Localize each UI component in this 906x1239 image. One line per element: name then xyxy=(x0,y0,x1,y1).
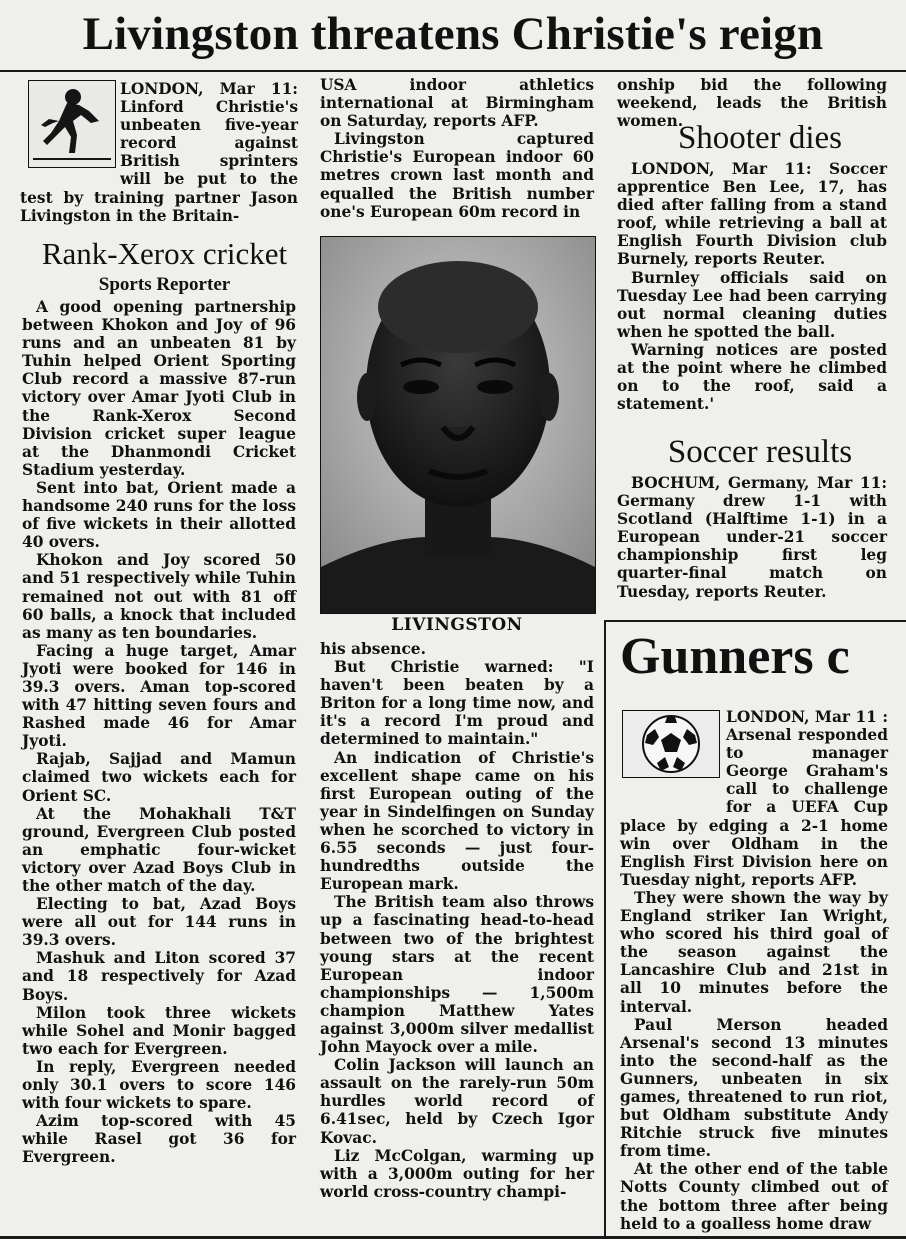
rank-xerox-p9: Milon took three wickets while Sohel and Monir bagged two each for Evergreen. xyxy=(22,1003,296,1058)
soccer-results-body xyxy=(617,474,887,601)
gunners-p4: At the other end of the table Notts County climbed out of the bottom three after being held to a goalless home draw xyxy=(620,1160,888,1233)
christie-col3-top-text: onship bid the following weekend, leads the British women. xyxy=(617,76,887,131)
shooter-body xyxy=(617,160,887,413)
headline-rule xyxy=(0,70,906,72)
gunners-p2: They were shown the way by England striker Ian Wright, who scored his third goal of the season against the Lancashire Club and 21st in all 10 minutes before the interval. xyxy=(620,888,888,1016)
gunners-body xyxy=(620,708,888,1233)
shooter-p2: Burnley officials said on Tuesday Lee had been carrying out normal cleaning duties when he spotted the ball. xyxy=(617,268,887,341)
gunners-p3: Paul Merson headed Arsenal's second 13 minutes into the second-half as the Gunners, unbeaten in six games, threatened to run riot, but Oldham substitute Andy Ritchie struck five minutes from time. xyxy=(620,1015,888,1161)
christie-col2-top xyxy=(320,76,594,221)
rank-xerox-p1: A good opening partnership between Khokon and Joy of 96 runs and an unbeaten 81 by Tuhin helped Orient Sporting Club record a massive 87-run victory over Amar Jyoti Club in the Rank-Xerox Second Division cricket super league at the Dhanmondi Cricket Stadium yesterday. xyxy=(22,298,296,479)
rank-xerox-p8: Mashuk and Liton scored 37 and 18 respectively for Azad Boys. xyxy=(22,949,296,1004)
sprinter-icon xyxy=(28,80,116,168)
christie-col2-p2: Livingston captured Christie's European indoor 60 metres crown last month and equalled the British number one's European 60m record in xyxy=(320,130,594,221)
rank-xerox-p7: Electing to bat, Azad Boys were all out for 144 runs in 39.3 overs. xyxy=(22,895,296,950)
rank-xerox-p11: Azim top-scored with 45 while Rasel got 36 for Evergreen. xyxy=(22,1112,296,1167)
gunners-headline: Gunners c xyxy=(620,628,850,685)
photo-caption: LIVINGSTON xyxy=(391,615,523,635)
christie-cont-p2: An indication of Christie's excellent shape came on his first European outing of the year in Sindelfingen on Sunday when he scorched to victory in 6.55 seconds — just four-hundredths outside the European mark. xyxy=(320,748,594,894)
rank-xerox-p5: Rajab, Sajjad and Mamun claimed two wickets each for Orient SC. xyxy=(22,750,296,805)
rank-xerox-body xyxy=(22,298,296,1167)
main-headline: Livingston threatens Christie's reign xyxy=(82,8,824,60)
christie-cont-p0: his absence. xyxy=(320,640,426,658)
rank-xerox-p3: Khokon and Joy scored 50 and 51 respectively while Tuhin remained not out with 81 off 60 balls, a knock that included as many as ten boundaries. xyxy=(22,551,296,642)
rank-xerox-headline: Rank-Xerox cricket xyxy=(41,236,288,271)
gunners-dateline: LONDON, Mar 11 xyxy=(726,708,877,726)
christie-cont-p5: Liz McColgan, warming up with a 3,000m outing for her world cross-country champi- xyxy=(320,1146,594,1201)
gunners-top-rule xyxy=(604,620,906,622)
christie-cont-p1: But Christie warned: "I haven't been beaten by a Briton for a long time now, and it's a record I'm proud and determined to maintain." xyxy=(320,658,594,749)
christie-cont-p4: Colin Jackson will launch an assault on the rarely-run 50m hurdles world record of 6.41sec, held by Czech Igor Kovac. xyxy=(320,1056,594,1147)
rank-xerox-p10: In reply, Evergreen needed only 30.1 overs to score 146 with four wickets to spare. xyxy=(22,1057,296,1113)
christie-col2-body xyxy=(320,640,594,1201)
gunners-left-rule xyxy=(604,620,606,1239)
ball-float xyxy=(620,708,726,802)
christie-col1-text: Linford Christie's unbeaten five-year record against British sprinters will be put to the test by training partner Jason Livingston in the Britain- xyxy=(20,98,298,225)
gunners-p1: : Arsenal responded to manager George Graham's call to challenge for a UEFA Cup place by edging a 2-1 home win over Oldham in the English First Division here on Tuesday night, reports AFP. xyxy=(620,708,889,889)
shooter-p3: Warning notices are posted at the point where he climbed on to the roof, said a statement.' xyxy=(617,340,887,414)
soccer-results-headline: Soccer results xyxy=(667,434,853,470)
shooter-headline: Shooter dies xyxy=(677,120,843,156)
soccer-results-dateline: BOCHUM, Germany, Mar 11: xyxy=(631,474,887,492)
shooter-dateline: LONDON, Mar 11: xyxy=(631,160,812,178)
christie-col2-top-text: USA indoor athletics international at Birmingham on Saturday, reports AFP. xyxy=(320,76,594,131)
christie-cont-p3: The British team also throws up a fascinating head-to-head between two of the brightest young stars at the recent European indoor championships — 1,500m champion Matthew Yates against 3,000m silver medallist John Mayock over a mile. xyxy=(320,893,594,1057)
shooter-p1: Soccer apprentice Ben Lee, 17, has died after falling from a stand roof, while retrieving a ball at English Fourth Division club Burnely, reports Reuter. xyxy=(617,160,887,269)
rank-xerox-p6: At the Mohakhali T&T ground, Evergreen Club posted an emphatic four-wicket victory over Azad Boys Club in the other match of the day. xyxy=(22,804,296,895)
livingston-photo xyxy=(320,236,596,614)
rank-xerox-byline: Sports Reporter xyxy=(98,274,231,295)
rank-xerox-p2: Sent into bat, Orient made a handsome 240 runs for the loss of five wickets in their allotted 40 overs. xyxy=(22,478,296,552)
christie-dateline: LONDON, Mar 11: xyxy=(120,80,298,98)
soccer-results-p1: Germany drew 1-1 with Scotland (Halftime 1-1) in a European under-21 soccer championship first leg quarter-final match on Tuesday, reports Reuter. xyxy=(617,492,887,601)
rank-xerox-p4: Facing a huge target, Amar Jyoti were booked for 146 in 39.3 overs. Aman top-scored with 47 hitting seven fours and Rashed made 46 for Amar Jyoti. xyxy=(22,641,296,751)
